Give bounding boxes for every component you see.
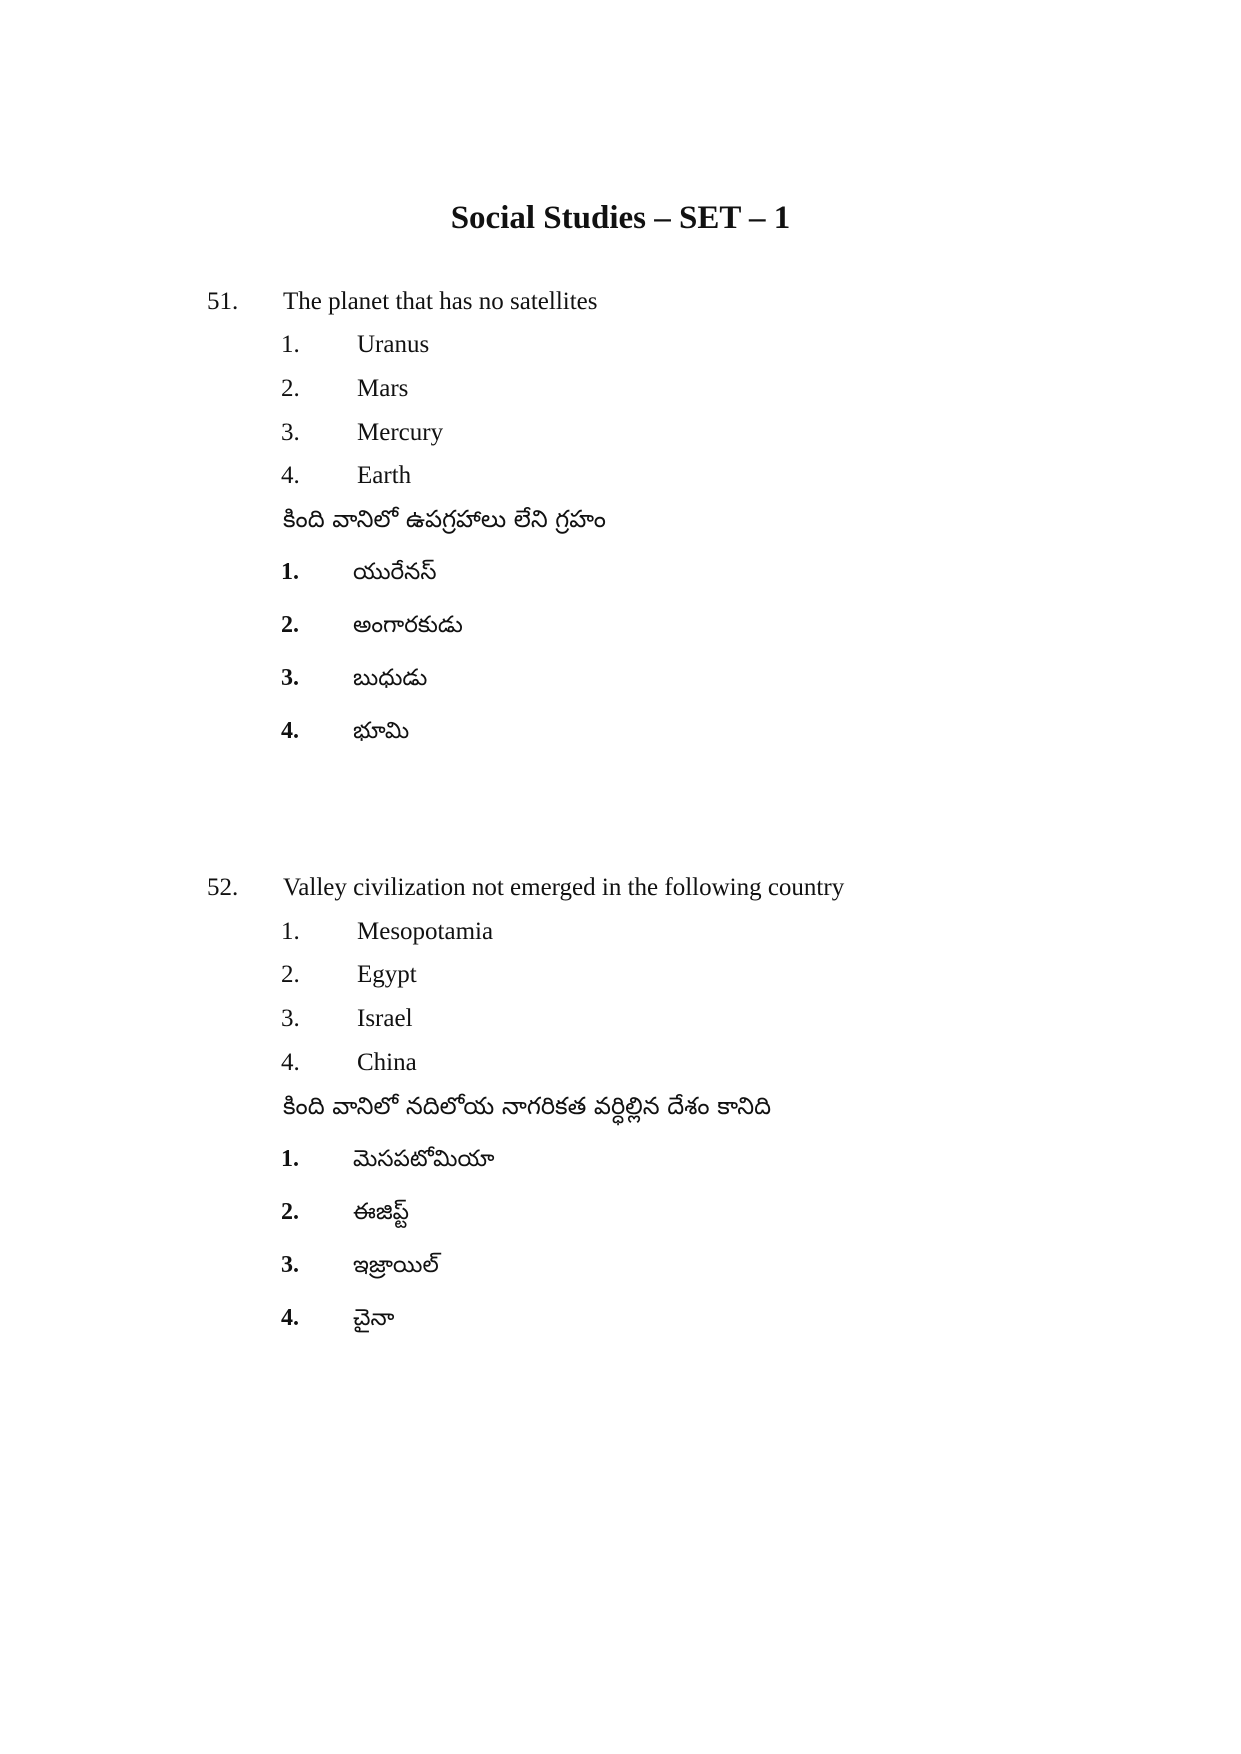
question-number: 52. [207, 874, 239, 901]
option-number: 1. [281, 918, 300, 945]
option-text: Mercury [357, 419, 444, 446]
option-number: 2. [281, 961, 300, 988]
option-number: 3. [281, 419, 300, 446]
option-number: 4. [281, 718, 299, 744]
question-number: 51. [207, 288, 239, 315]
option-number: 1. [281, 1146, 299, 1172]
option-text: Mars [357, 375, 409, 402]
option-text-telugu: ఈజిప్ట్ [353, 1199, 410, 1225]
option-text-telugu: ఇజ్రాయిల్ [353, 1252, 439, 1278]
option-number: 2. [281, 375, 300, 402]
option-text: Mesopotamia [357, 918, 494, 945]
option-text-telugu: బుధుడు [353, 665, 428, 691]
option-number: 1. [281, 331, 300, 358]
option-number: 4. [281, 1049, 300, 1076]
option-number: 3. [281, 665, 299, 691]
option-number: 4. [281, 462, 300, 489]
question-text-english: Valley civilization not emerged in the following country [283, 874, 845, 901]
option-number: 4. [281, 1305, 299, 1331]
option-text-telugu: అంగారకుడు [353, 612, 463, 638]
option-text-telugu: యురేనస్ [353, 559, 437, 585]
page-title: Social Studies – SET – 1 [450, 200, 791, 236]
option-text: Israel [357, 1005, 413, 1032]
option-text-telugu: మెసపటోమియా [353, 1146, 495, 1172]
option-number: 1. [281, 559, 299, 585]
question-text-english: The planet that has no satellites [283, 288, 598, 315]
option-text: Uranus [357, 331, 430, 358]
option-text: Earth [357, 462, 412, 489]
question-text-telugu: కింది వానిలో ఉపగ్రహాలు లేని గ్రహం [283, 505, 606, 533]
question-text-telugu: కింది వానిలో నదిలోయ నాగరికత వర్ధిల్లిన దేశం కానిది [283, 1092, 772, 1120]
option-text: Egypt [357, 961, 417, 988]
option-number: 2. [281, 612, 299, 638]
option-number: 3. [281, 1005, 300, 1032]
option-number: 2. [281, 1199, 299, 1225]
option-number: 3. [281, 1252, 299, 1278]
option-text: China [357, 1049, 417, 1076]
option-text-telugu: భూమి [353, 718, 410, 744]
option-text-telugu: చైనా [353, 1305, 395, 1331]
